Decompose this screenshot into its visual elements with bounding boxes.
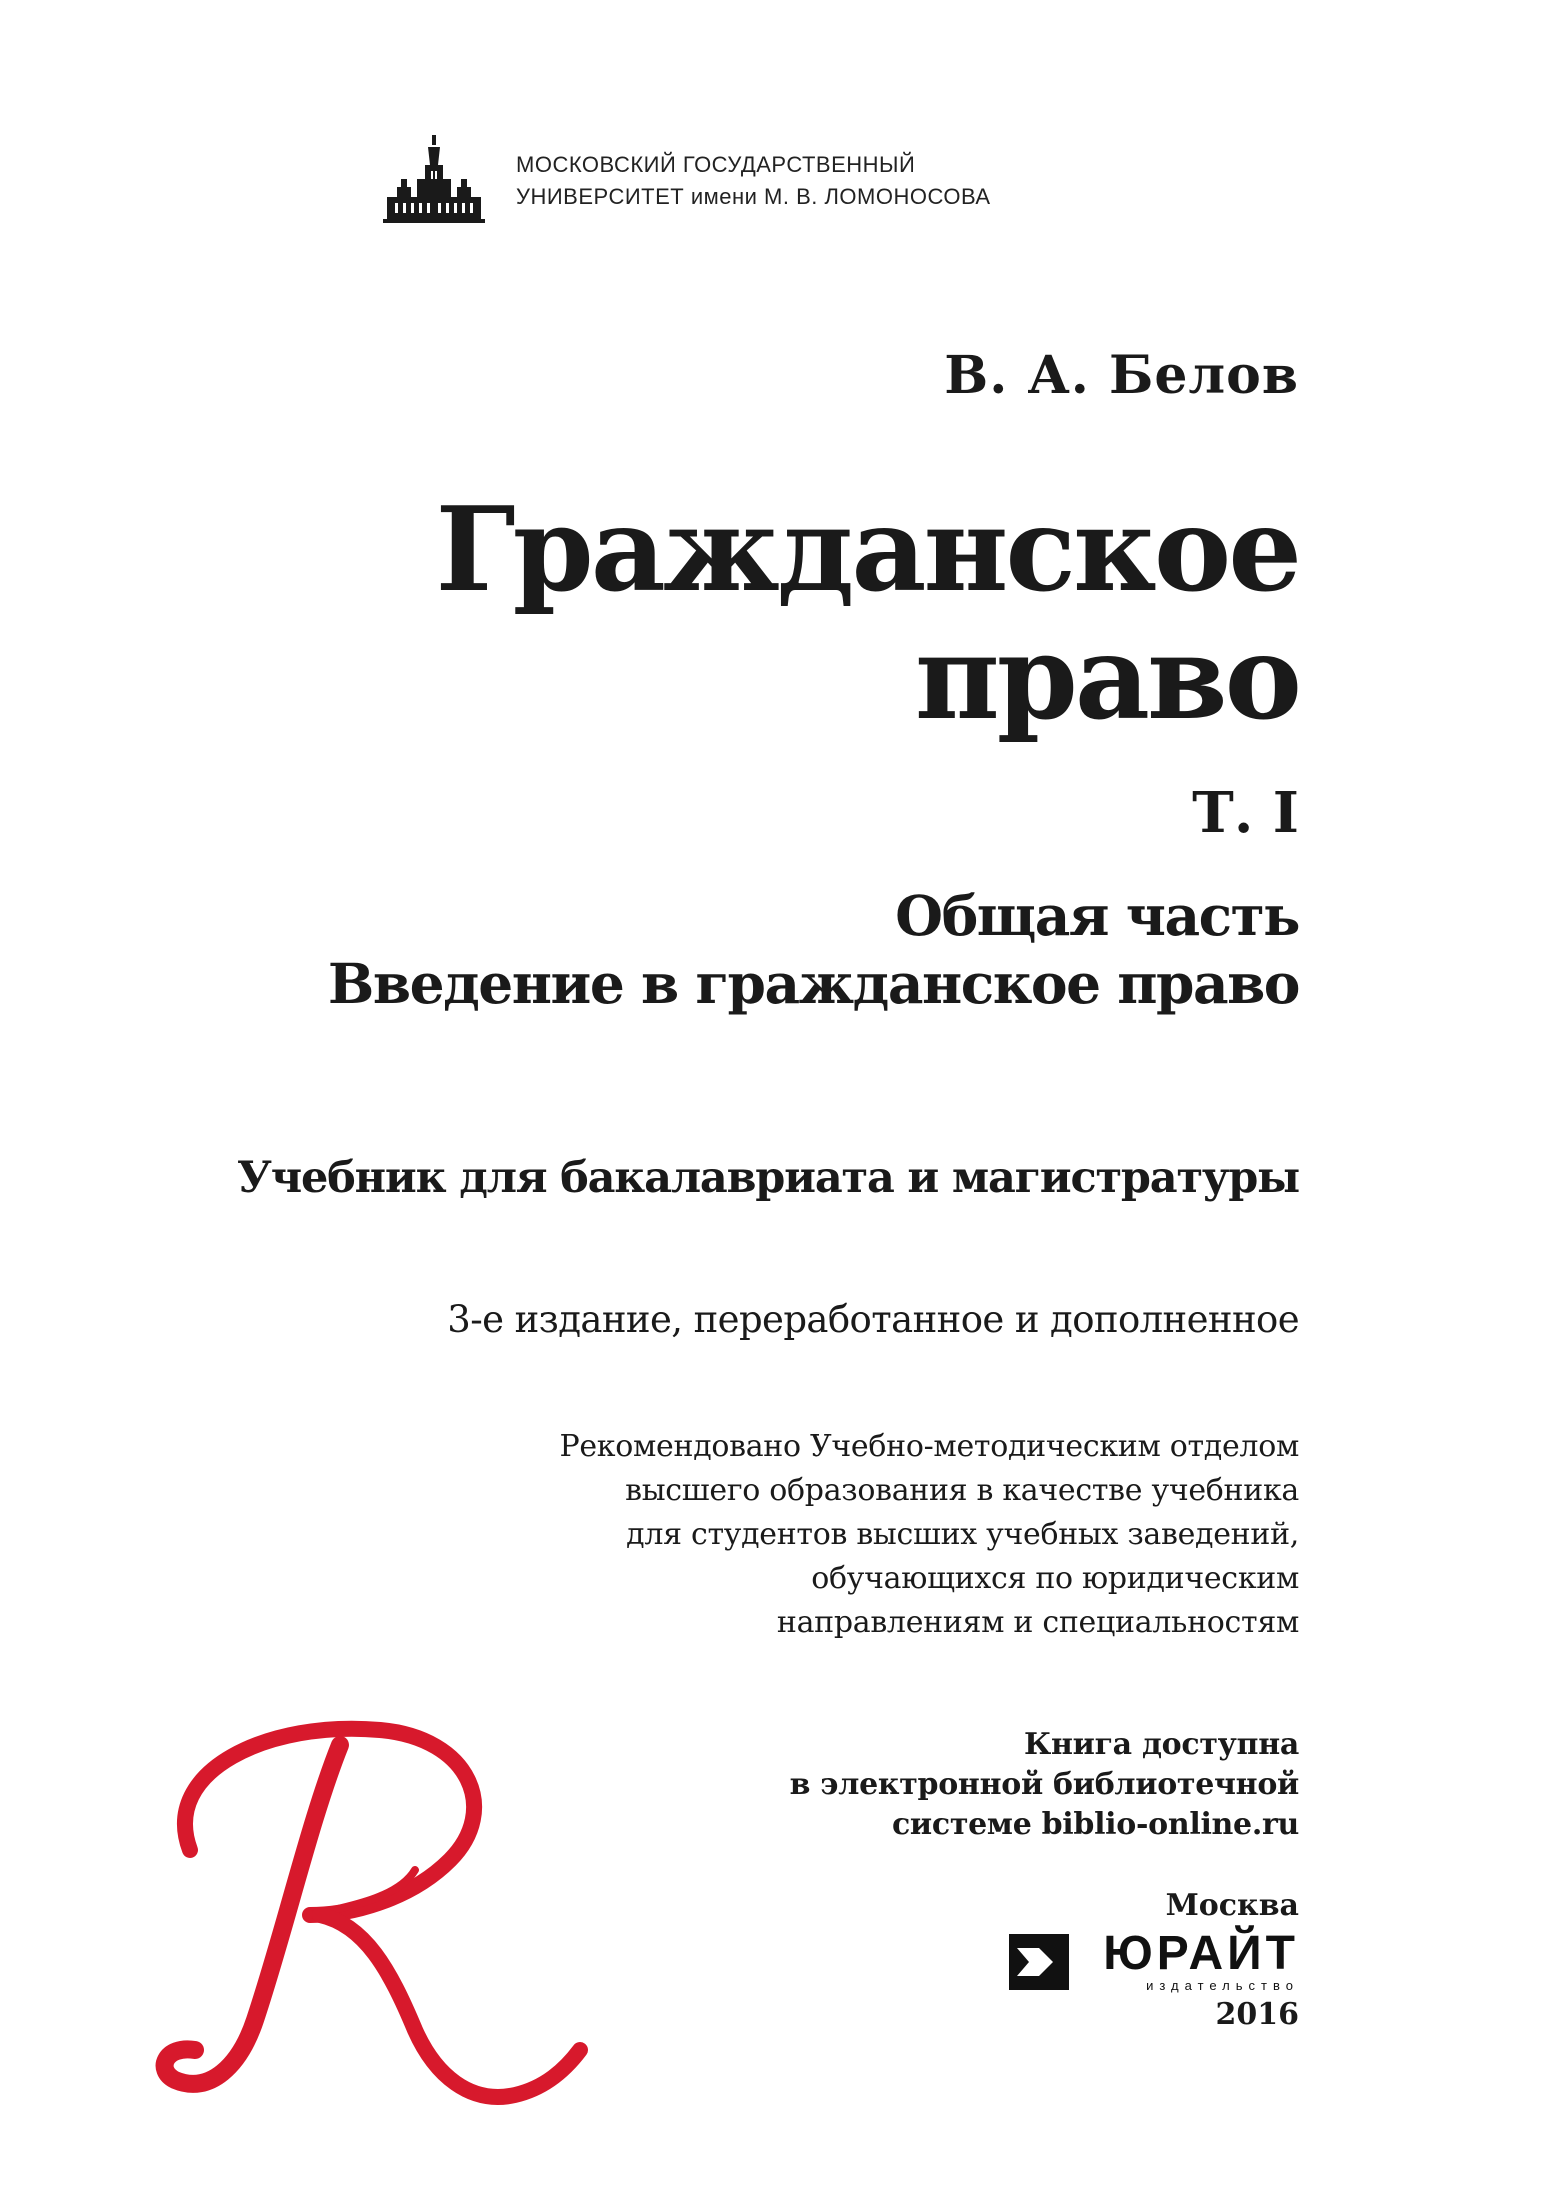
recommendation-line: для студентов высших учебных заведений, [626,1517,1299,1552]
recommendation-line: Рекомендовано Учебно-методическим отделом [559,1429,1299,1464]
subtitle-line2: Введение в гражданское право [327,951,1299,1016]
edition-info: 3-е издание, переработанное и дополненное [447,1298,1299,1341]
publication-city: Москва [1165,1888,1299,1923]
publisher-logo [1009,1927,1299,2002]
publisher-name: ЮРАЙТ [1103,1927,1299,1980]
book-title-line1: Гражданское [435,482,1299,618]
availability-block [790,1725,1299,1845]
availability-line: Книга доступна [1024,1727,1299,1762]
recommendation-line: обучающихся по юридическим [811,1561,1299,1596]
recommendation-line: высшего образования в качестве учебника [625,1473,1299,1508]
book-type: Учебник для бакалавриата и магистратуры [237,1153,1299,1203]
availability-line: системе biblio-online.ru [891,1807,1299,1842]
script-r-logo-icon [150,1700,610,2120]
author-name: В. А. Белов [944,345,1299,406]
subtitle-line1: Общая часть [895,883,1299,948]
university-name-line1: МОСКОВСКИЙ ГОСУДАРСТВЕННЫЙ [516,152,916,177]
volume-number: Т. I [1192,780,1299,846]
recommendation-line: направлениям и специальностям [776,1605,1299,1640]
recommendation-block [559,1425,1299,1645]
availability-line: в электронной библиотечной [789,1767,1299,1802]
publisher-mark-icon [1009,1934,1069,1990]
publisher-subtitle: издательство [1146,1978,1299,1993]
msu-building-icon [383,135,485,223]
publication-year: 2016 [1215,1997,1299,2032]
book-title-line2: право [914,610,1299,746]
university-name-line2: УНИВЕРСИТЕТ имени М. В. ЛОМОНОСОВА [516,184,991,209]
